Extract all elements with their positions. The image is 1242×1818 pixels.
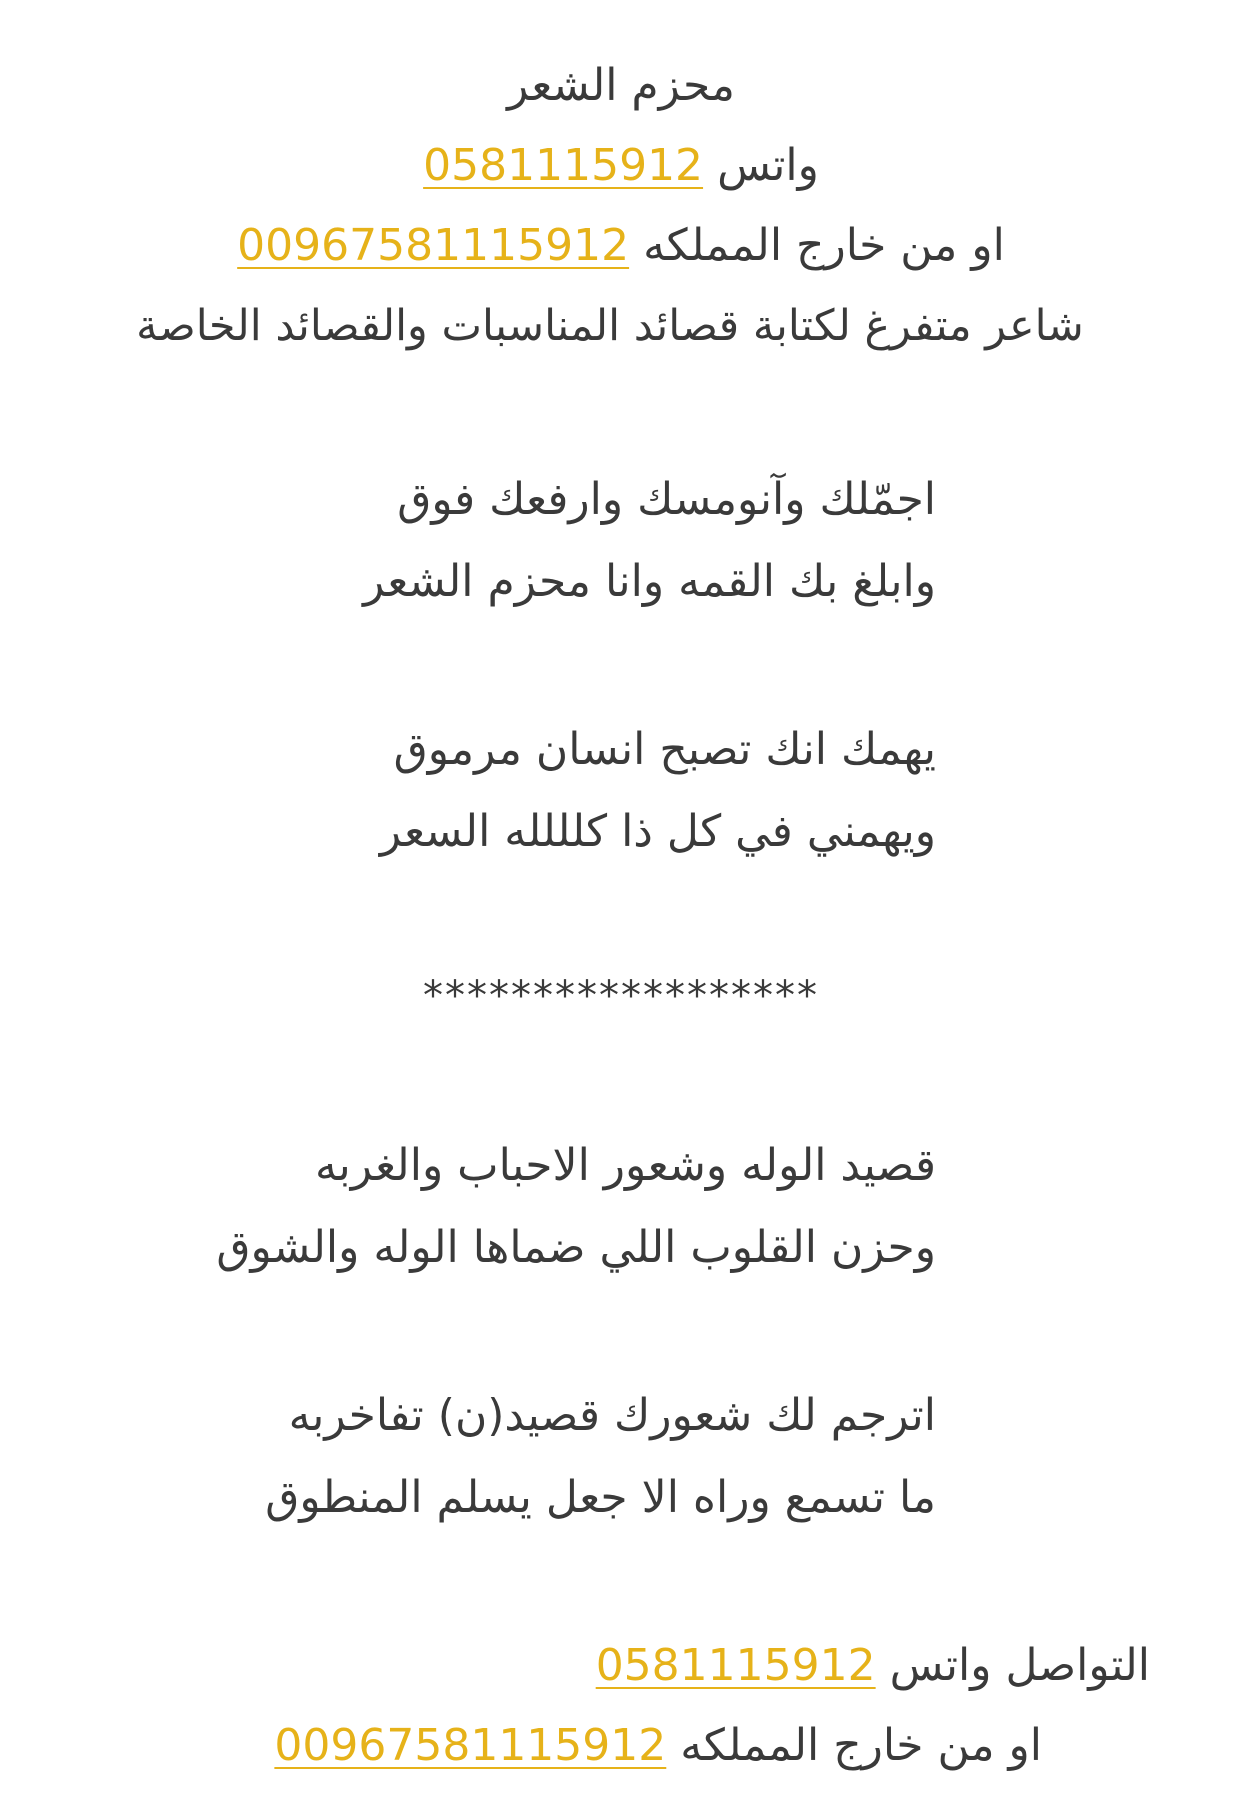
footer-whatsapp-number-link[interactable]: 0581115912 bbox=[595, 1640, 876, 1691]
separator: ****************** bbox=[423, 973, 819, 1019]
footer-abroad-number-link[interactable]: 00967581115912 bbox=[274, 1720, 667, 1771]
abroad-number-link[interactable]: 00967581115912 bbox=[237, 220, 630, 271]
poem1-line-3: يهمك انك تصبح انسان مرموق bbox=[393, 724, 936, 775]
poem2-line-3: اترجم لك شعورك قصيد(ن) تفاخربه bbox=[288, 1390, 936, 1441]
footer-contact-label: التواصل واتس bbox=[889, 1640, 1150, 1691]
poem2-line-1: قصيد الوله وشعور الاحباب والغربه bbox=[314, 1140, 936, 1191]
poem1-line-4: ويهمني في كل ذا كلللله السعر bbox=[379, 806, 936, 857]
footer-contact-line bbox=[50, 1636, 1150, 1696]
whatsapp-number-link[interactable]: 0581115912 bbox=[423, 140, 704, 191]
abroad-label: او من خارج المملكه bbox=[643, 220, 1005, 271]
footer-abroad-label: او من خارج المملكه bbox=[680, 1720, 1042, 1771]
title-text: محزم الشعر bbox=[507, 60, 735, 111]
footer-abroad-line bbox=[42, 1716, 1042, 1776]
whatsapp-label: واتس bbox=[717, 140, 819, 191]
poem1-line-2: وابلغ بك القمه وانا محزم الشعر bbox=[363, 556, 936, 607]
tagline-text: شاعر متفرغ لكتابة قصائد المناسبات والقصائد الخاصة bbox=[136, 301, 1084, 351]
poem2-line-2: وحزن القلوب اللي ضماها الوله والشوق bbox=[216, 1222, 936, 1273]
tagline bbox=[60, 296, 1160, 356]
whatsapp-line bbox=[0, 136, 1242, 196]
abroad-line bbox=[0, 216, 1242, 276]
poem2-line-4: ما تسمع وراه الا جعل يسلم المنطوق bbox=[265, 1472, 936, 1523]
poem1-line-1: اجمّلك وآنومسك وارفعك فوق bbox=[397, 474, 936, 525]
page-title bbox=[0, 56, 1242, 116]
